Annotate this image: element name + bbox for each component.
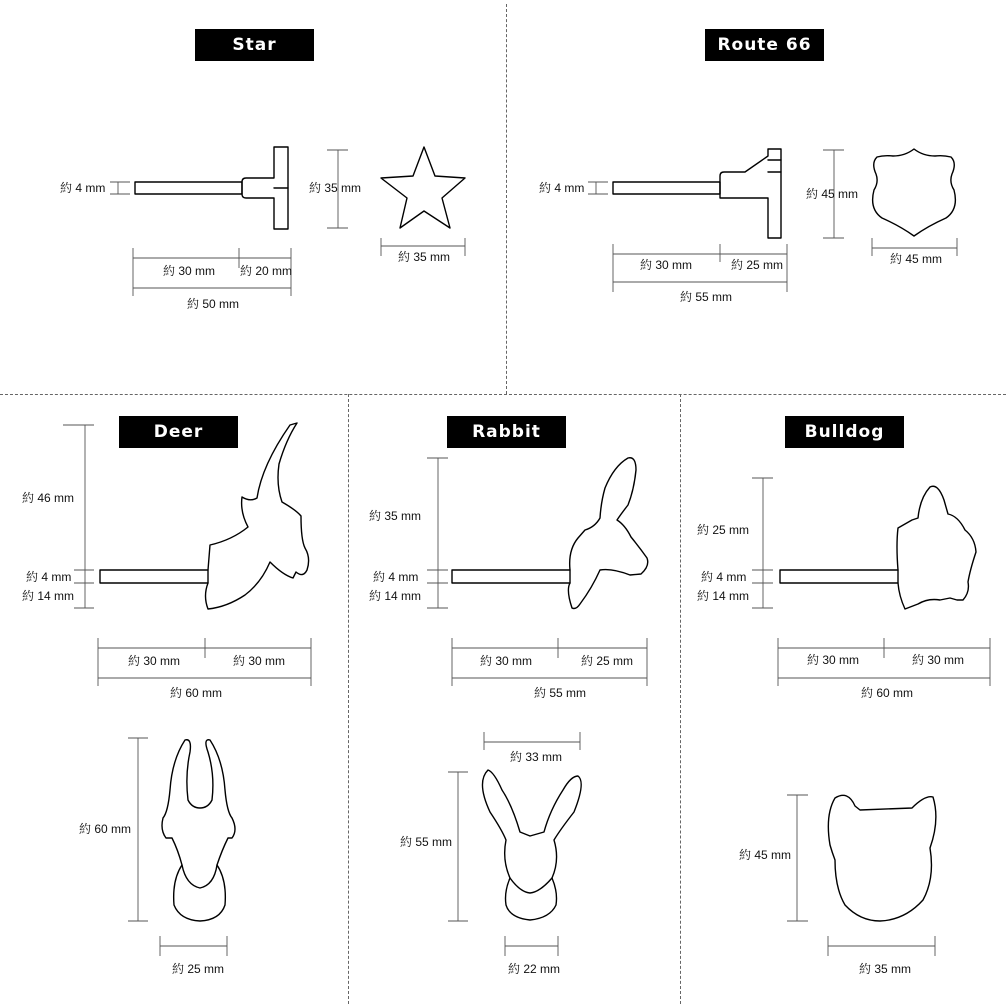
deer-top-h: 約 46 mm [22,491,75,505]
rabbit-side-view [452,458,648,609]
route66-total-len: 約 55 mm [680,290,733,304]
bulldog-head-len: 約 30 mm [912,653,965,667]
route66-shaft-len: 約 30 mm [640,258,693,272]
rabbit-front-w: 約 22 mm [508,962,561,976]
deer-front-w: 約 25 mm [172,962,225,976]
star-head-len: 約 20 mm [240,264,293,278]
route66-side-view [613,149,781,238]
title-star: Star [195,29,314,61]
bulldog-total-len: 約 60 mm [861,686,914,700]
deer-front-shape [162,740,235,921]
bulldog-front-shape [828,795,936,921]
bulldog-shaft-len: 約 30 mm [807,653,860,667]
deer-total-len: 約 60 mm [170,686,223,700]
rabbit-shaft-dia: 約 4 mm [373,570,419,584]
star-shape-w: 約 35 mm [398,250,451,264]
star-shaft-len: 約 30 mm [163,264,216,278]
rabbit-head-len: 約 25 mm [581,654,634,668]
bulldog-top-h: 約 25 mm [697,523,750,537]
rabbit-front-h: 約 55 mm [400,835,453,849]
route66-head-len: 約 25 mm [731,258,784,272]
star-front-shape [381,147,465,228]
route66-shield-shape [873,149,956,236]
bulldog-front-h: 約 45 mm [739,848,792,862]
rabbit-total-len: 約 55 mm [534,686,587,700]
route66-shape-h: 約 45 mm [806,187,859,201]
title-bulldog: Bulldog [785,416,904,448]
star-shape-h: 約 35 mm [309,181,362,195]
title-deer: Deer [119,416,238,448]
title-rabbit: Rabbit [447,416,566,448]
rabbit-front-shape [482,770,581,920]
bulldog-bottom-h: 約 14 mm [697,589,750,603]
deer-side-view [100,423,309,609]
star-total-len: 約 50 mm [187,297,240,311]
rabbit-top-h: 約 35 mm [369,509,422,523]
deer-head-len: 約 30 mm [233,654,286,668]
bulldog-shaft-dia: 約 4 mm [701,570,747,584]
star-shaft-dia: 約 4 mm [60,181,106,195]
bulldog-front-w: 約 35 mm [859,962,912,976]
title-route66: Route 66 [705,29,824,61]
deer-front-h: 約 60 mm [79,822,132,836]
rabbit-bottom-h: 約 14 mm [369,589,422,603]
star-side-view [135,147,288,229]
route66-shaft-dia: 約 4 mm [539,181,585,195]
bulldog-side-view [780,486,976,609]
deer-bottom-h: 約 14 mm [22,589,75,603]
deer-shaft-len: 約 30 mm [128,654,181,668]
route66-shape-w: 約 45 mm [890,252,943,266]
rabbit-shaft-len: 約 30 mm [480,654,533,668]
rabbit-ear-w: 約 33 mm [510,750,563,764]
deer-shaft-dia: 約 4 mm [26,570,72,584]
